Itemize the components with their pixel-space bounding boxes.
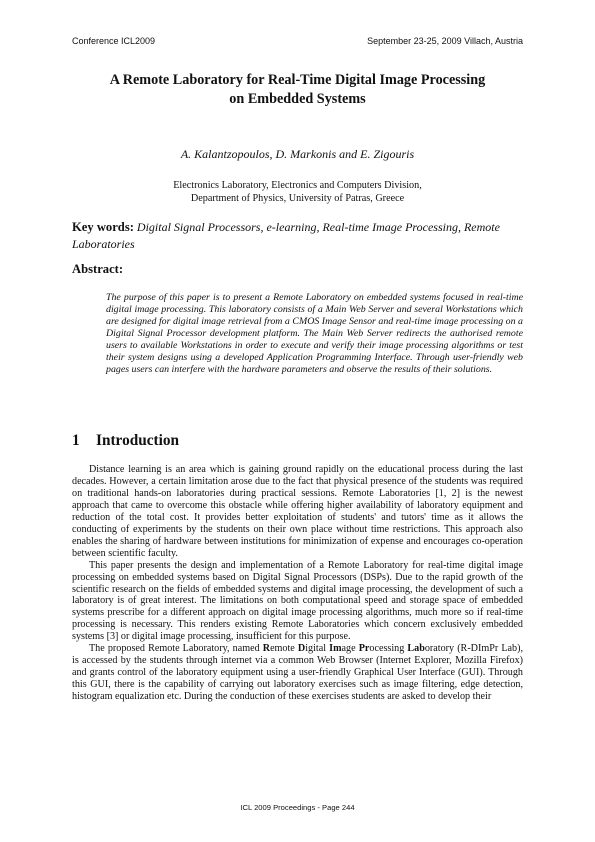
keywords-label: Key words: — [72, 220, 134, 234]
section-title: Introduction — [96, 432, 180, 449]
title-line-2: on Embedded Systems — [229, 91, 366, 107]
paragraph-text: oratory — [424, 643, 455, 655]
acronym-letter: R — [262, 643, 271, 655]
acronym-letter: Im — [329, 643, 342, 655]
acronym-letter: Lab — [407, 643, 425, 655]
paper-title — [72, 71, 523, 109]
abstract-text: The purpose of this paper is to present a Remote Laboratory on embedded systems focused in real-time digital image processing. This laboratory consists of a Main Web Server and several Workstations which are designed for digital image retrieval from a CMOS Image Sensor and real-time image processing on a Digital Signal Processor development platform. The Main Web Server redirects the authorised remote users to available Workstations in order to execute and verify their image processing algorithms or test their system designs using a developed Application Programming Interface. Through user-friendly web pages users can interfere with the hardware parameters and observe the results of their solutions. — [106, 292, 523, 375]
paragraph-text: age — [341, 643, 359, 655]
affiliation — [72, 180, 523, 206]
keywords-block — [72, 219, 523, 252]
acronym-letter: D — [297, 643, 306, 655]
section-body — [72, 464, 523, 703]
affiliation-line-2: Department of Physics, University of Patras, Greece — [190, 192, 405, 204]
section-heading — [72, 432, 179, 450]
paragraph-text: The proposed Remote Laboratory, named — [89, 643, 263, 655]
paragraph-text: ocessing — [369, 643, 408, 655]
title-line-1: A Remote Laboratory for Real-Time Digital Image Processing — [109, 72, 486, 88]
abstract-heading: Abstract: — [72, 262, 124, 276]
conference-date-location: September 23-25, 2009 Villach, Austria — [367, 36, 523, 46]
paragraph-text: emote — [270, 643, 298, 655]
affiliation-line-1: Electronics Laboratory, Electronics and Computers Division, — [173, 180, 422, 191]
page-footer: ICL 2009 Proceedings - Page 244 — [240, 803, 355, 812]
section-number: 1 — [72, 432, 80, 449]
paragraph: This paper presents the design and implementation of a Remote Laboratory for real-time digital image processing on embedded systems based on Digital Signal Processors (DSPs). Due to the rapid growth of the scientific research on the fields of embedded systems and digital image processing, the development of such a laboratory is of great interest. The limitations on both computational speed and storage space of embedded systems prescribe for a different approach on digital image processing algorithms, much more so if real-time processing is necessary. This renders existing Remote Laboratories which concern exclusively embedded systems [3] or digital image processing, insufficient for this purpose. — [72, 559, 523, 643]
paragraph — [72, 643, 523, 703]
author-list: A. Kalantzopoulos, D. Markonis and E. Zigouris — [180, 147, 415, 161]
paragraph-text: (R-DImPr Lab), is accessed by the students through internet via a common Web Browser (Internet Explorer, Mozilla Firefox) and grants control of the laboratory equipment using a user-friendly Graphical User Interface (GUI). Through this GUI, there is the capability of carrying out laboratory exercises such as image filtering, edge detection, histogram equalization etc. During the conduction of these exercises students are asked to develop their — [72, 643, 523, 703]
acronym-letter: Pr — [358, 643, 370, 655]
paragraph-text: igital — [305, 643, 330, 655]
conference-name: Conference ICL2009 — [72, 36, 156, 46]
keywords-text: Digital Signal Processors, e-learning, Real-time Image Processing, Remote Laboratories — [72, 220, 500, 251]
paragraph: Distance learning is an area which is gaining ground rapidly on the educational process during the last decades. However, a certain limitation arose due to the fact that physical presence of the students was required on traditional hands-on laboratories during practical sessions. Remote Laboratories [1, 2] is the newest approach that came to overcome this obstacle while offering higher availability of laboratory equipment and reduction of the total cost. It provides better exploitation of students' and tutors' time as it allows the conducting of experiments by the students on their own place without time restrictions. This approach also enables the sharing of hardware between institutions for minimization of expense and encourages co-operation between scientific faculty. — [72, 464, 523, 559]
